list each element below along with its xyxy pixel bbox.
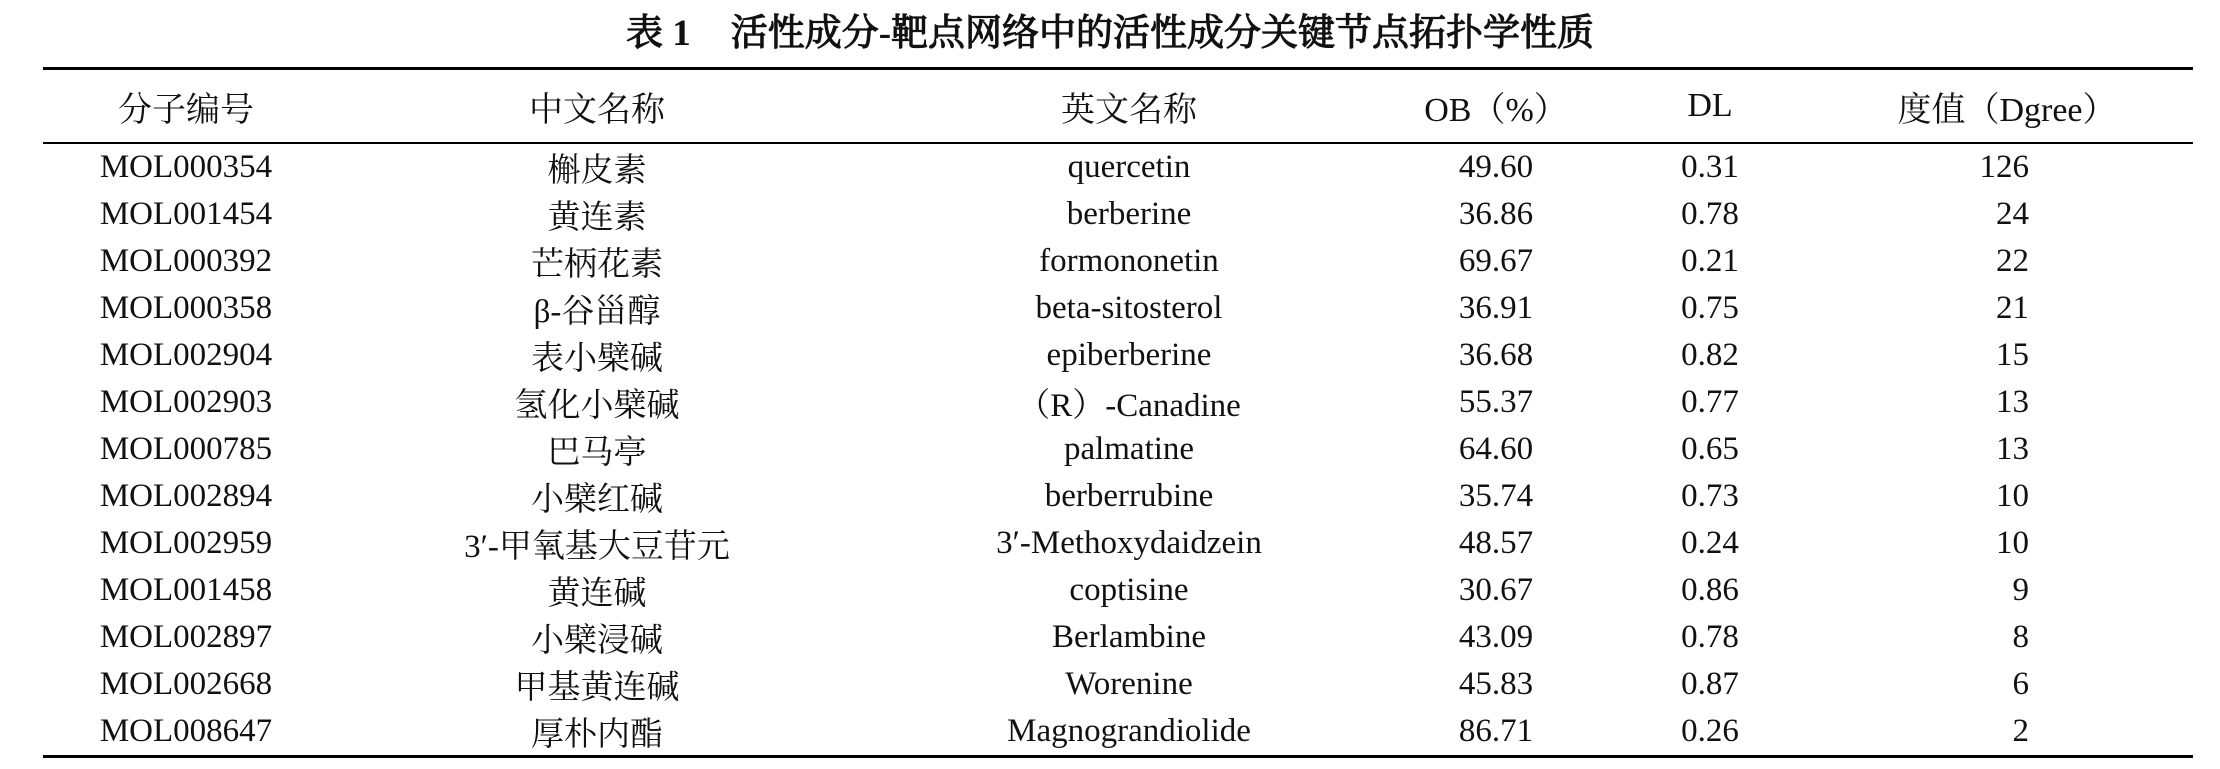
cell-mol-id: MOL002668 xyxy=(99,665,273,702)
cell-dl: 0.78 xyxy=(1681,195,1739,232)
cell-dl: 0.77 xyxy=(1681,383,1739,420)
header-cell-dl: DL xyxy=(1687,87,1733,124)
cell-degree: 126 xyxy=(1979,148,2029,185)
table-row xyxy=(43,708,2193,755)
cell-name-cn: β-谷甾醇 xyxy=(533,293,661,330)
table-caption xyxy=(0,10,2220,58)
cell-degree: 2 xyxy=(2012,712,2029,749)
table-header-row xyxy=(43,70,2193,142)
cell-mol-id: MOL002959 xyxy=(99,524,273,561)
cell-degree: 10 xyxy=(1996,524,2029,561)
header-cell-mol-id: 分子编号 xyxy=(118,91,254,129)
cell-degree: 8 xyxy=(2012,618,2029,655)
cell-name-cn: 甲基黄连碱 xyxy=(514,669,680,706)
cell-name-en: epiberberine xyxy=(1046,336,1212,373)
table-row xyxy=(43,520,2193,567)
cell-name-en: palmatine xyxy=(1063,430,1195,467)
cell-name-cn: 表小檗碱 xyxy=(531,340,663,377)
cell-name-en: coptisine xyxy=(1069,571,1189,608)
cell-degree: 15 xyxy=(1996,336,2029,373)
cell-ob: 48.57 xyxy=(1458,524,1534,561)
table-row xyxy=(43,661,2193,708)
cell-dl: 0.82 xyxy=(1681,336,1739,373)
cell-name-cn: 巴马亭 xyxy=(547,434,647,471)
cell-degree: 10 xyxy=(1996,477,2029,514)
cell-name-cn: 3′-甲氧基大豆苷元 xyxy=(464,528,730,565)
cell-name-en: quercetin xyxy=(1067,148,1191,185)
cell-name-en: （R）-Canadine xyxy=(1017,387,1241,424)
cell-degree: 13 xyxy=(1996,383,2029,420)
cell-ob: 30.67 xyxy=(1458,571,1534,608)
table-title: 活性成分-靶点网络中的活性成分关键节点拓扑学性质 xyxy=(730,13,1595,54)
cell-mol-id: MOL001454 xyxy=(99,195,273,232)
table-row xyxy=(43,144,2193,191)
cell-ob: 36.86 xyxy=(1458,195,1534,232)
table-row xyxy=(43,567,2193,614)
table-row xyxy=(43,426,2193,473)
header-cell-name-cn: 中文名称 xyxy=(529,91,665,129)
cell-mol-id: MOL002894 xyxy=(99,477,273,514)
cell-ob: 36.91 xyxy=(1458,289,1534,326)
cell-name-en: Berlambine xyxy=(1052,618,1206,655)
header-cell-name-en: 英文名称 xyxy=(1061,91,1197,129)
cell-dl: 0.75 xyxy=(1681,289,1739,326)
cell-name-en: formononetin xyxy=(1039,242,1219,279)
cell-name-en: beta-sitosterol xyxy=(1035,289,1223,326)
table-row xyxy=(43,191,2193,238)
table-header xyxy=(43,70,2193,142)
cell-mol-id: MOL000358 xyxy=(99,289,273,326)
cell-dl: 0.78 xyxy=(1681,618,1739,655)
cell-degree: 13 xyxy=(1996,430,2029,467)
cell-name-cn: 芒柄花素 xyxy=(531,246,663,283)
header-cell-ob: OB（%） xyxy=(1424,91,1568,129)
cell-ob: 35.74 xyxy=(1458,477,1534,514)
cell-mol-id: MOL001458 xyxy=(99,571,273,608)
cell-name-en: 3′-Methoxydaidzein xyxy=(996,524,1262,561)
table-label: 表 1 xyxy=(625,13,691,54)
cell-name-cn: 厚朴内酯 xyxy=(531,716,663,753)
cell-degree: 22 xyxy=(1996,242,2029,279)
cell-name-cn: 黄连素 xyxy=(547,199,647,236)
cell-ob: 36.68 xyxy=(1458,336,1534,373)
cell-name-en: berberrubine xyxy=(1044,477,1214,514)
cell-name-cn: 氢化小檗碱 xyxy=(514,387,680,424)
cell-dl: 0.26 xyxy=(1681,712,1739,749)
table-row xyxy=(43,473,2193,520)
cell-name-cn: 槲皮素 xyxy=(547,152,647,189)
cell-dl: 0.21 xyxy=(1681,242,1739,279)
cell-ob: 49.60 xyxy=(1458,148,1534,185)
cell-mol-id: MOL000392 xyxy=(99,242,273,279)
cell-mol-id: MOL000785 xyxy=(99,430,273,467)
table-row xyxy=(43,379,2193,426)
cell-dl: 0.86 xyxy=(1681,571,1739,608)
table-row xyxy=(43,614,2193,661)
cell-dl: 0.65 xyxy=(1681,430,1739,467)
cell-name-cn: 小檗浸碱 xyxy=(531,622,663,659)
table-body xyxy=(43,144,2193,755)
cell-dl: 0.87 xyxy=(1681,665,1739,702)
cell-ob: 45.83 xyxy=(1458,665,1534,702)
table-bottom-rule xyxy=(43,755,2193,758)
cell-degree: 6 xyxy=(2012,665,2029,702)
cell-ob: 43.09 xyxy=(1458,618,1534,655)
cell-dl: 0.31 xyxy=(1681,148,1739,185)
cell-dl: 0.24 xyxy=(1681,524,1739,561)
cell-ob: 86.71 xyxy=(1458,712,1534,749)
table-row xyxy=(43,238,2193,285)
cell-ob: 69.67 xyxy=(1458,242,1534,279)
cell-name-en: Magnograndiolide xyxy=(1007,712,1251,749)
table-row xyxy=(43,332,2193,379)
cell-degree: 24 xyxy=(1996,195,2029,232)
cell-ob: 55.37 xyxy=(1458,383,1534,420)
cell-degree: 9 xyxy=(2012,571,2029,608)
cell-name-en: berberine xyxy=(1066,195,1192,232)
cell-ob: 64.60 xyxy=(1458,430,1534,467)
table-row xyxy=(43,285,2193,332)
cell-degree: 21 xyxy=(1996,289,2029,326)
cell-mol-id: MOL000354 xyxy=(99,148,273,185)
cell-mol-id: MOL008647 xyxy=(99,712,273,749)
cell-mol-id: MOL002903 xyxy=(99,383,273,420)
cell-name-en: Worenine xyxy=(1065,665,1193,702)
cell-dl: 0.73 xyxy=(1681,477,1739,514)
header-cell-degree: 度值（Dgree） xyxy=(1897,91,2117,129)
cell-name-cn: 黄连碱 xyxy=(547,575,647,612)
cell-mol-id: MOL002904 xyxy=(99,336,273,373)
cell-name-cn: 小檗红碱 xyxy=(531,481,663,518)
cell-mol-id: MOL002897 xyxy=(99,618,273,655)
